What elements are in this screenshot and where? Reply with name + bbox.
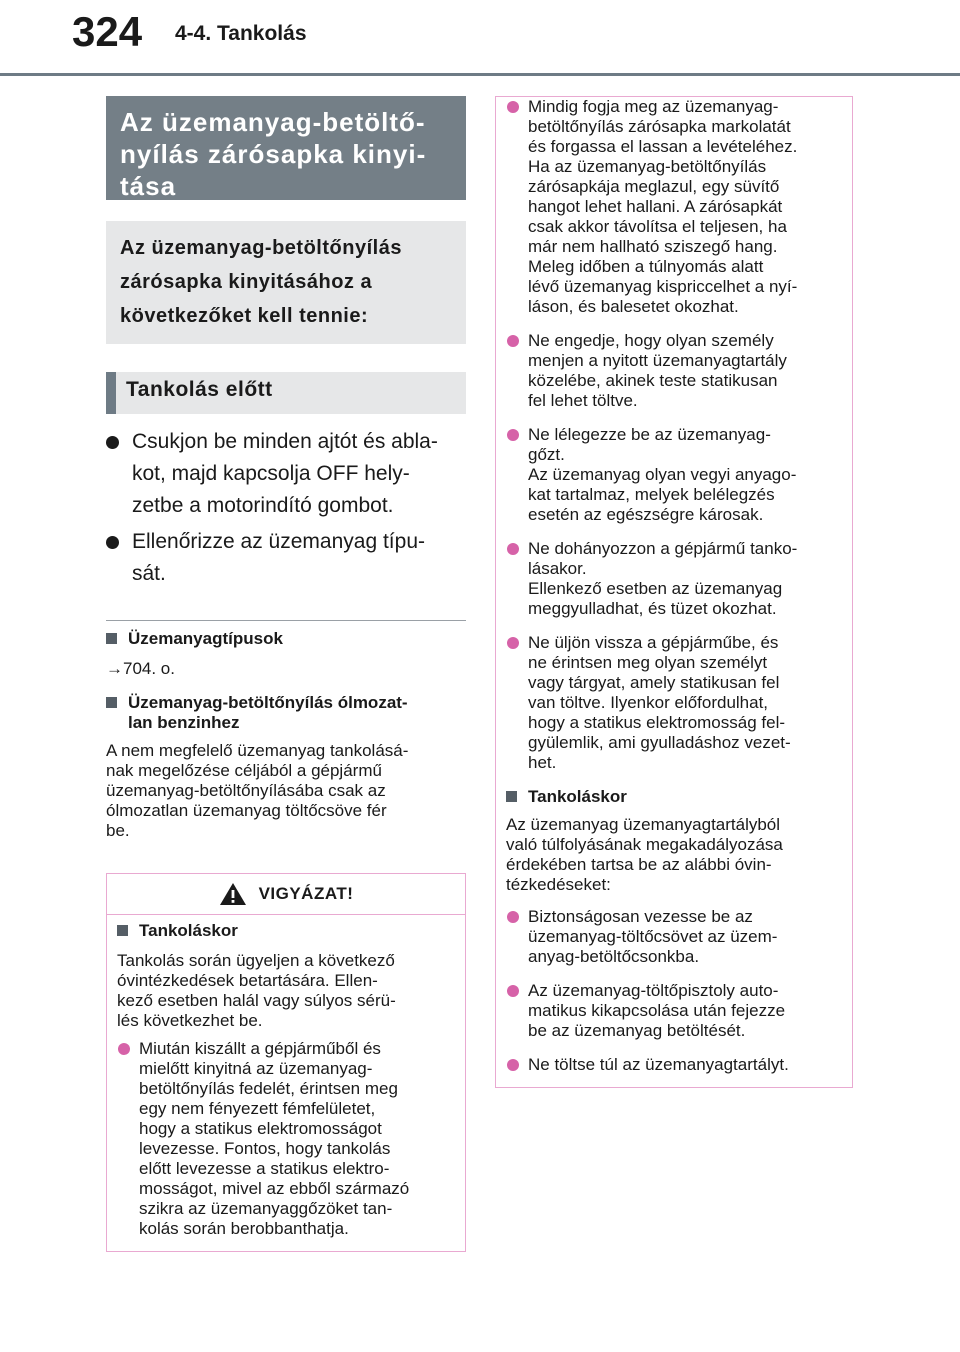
left-column: [106, 96, 466, 1252]
list-item: Miután kiszállt a gépjárműből és mielőtt kinyitná az üzemanyag- betöltőnyílás fedelét, érintsen meg egy nem fényezett fémfelületet, hogy a statikus elektromosságot levezesse. Fontos, hogy tankolás előtt levezesse a statikus elektro- mosságot, mivel az ebből származó szikra az üzemanyaggőzöket tan- kolás során berobbanthatja.: [117, 1039, 455, 1239]
divider: [106, 620, 466, 621]
list-item: Mindig fogja meg az üzemanyag- betöltőnyílás zárósapka markolatát és forgassa el lassan a levételéhez. Ha az üzemanyag-betöltőnyílás zárósapkája meglazul, egy süvítő hangot lehet hallani. A zárósapkát csak akkor távolítsa el teljesen, ha már nem hallható sziszegő hang. Meleg időben a túlnyomás alatt lévő üzemanyag kispriccelhet a nyí- láson, és balesetet okozhat.: [506, 97, 842, 317]
warning-header: [107, 874, 465, 915]
fuel-types-page-ref: →704. o.: [106, 659, 175, 678]
unleaded-heading: Üzemanyag-betöltőnyílás ólmozat- lan benzinhez: [106, 693, 466, 733]
refueling-text: Az üzemanyag üzemanyagtartályból való túlfolyásának megakadályozása érdekében tartsa be az alábbi óvin- tézkedéseket:: [506, 815, 783, 894]
warning-intro: Tankolás során ügyeljen a következő óvintézkedések betartására. Ellen- kező esetben halál vagy súlyos sérü- lés következhet be.: [117, 951, 396, 1030]
list-item: Ellenőrizze az üzemanyag típu- sát.: [106, 526, 466, 590]
list-item: Biztonságosan vezesse be az üzemanyag-töltőcsövet az üzem- anyag-betöltőcsonkba.: [506, 907, 842, 967]
page-number: 324: [72, 8, 143, 55]
unleaded-text: A nem megfelelő üzemanyag tankolásá- nak megelőzése céljából a gépjármű üzemanyag-betöltőnyílásába csak az ólmozatlan üzemanyag töltőcsöve fér be.: [106, 741, 409, 840]
list-item: Ne üljön vissza a gépjárműbe, és ne érintsen meg olyan személyt vagy tárgyat, amely statikusan fel van töltve. Ilyenkor előfordulhat, hogy a statikus elektromosság fel- gyülemlik, ami gyulladáshoz vezet- het.: [506, 633, 842, 773]
refueling-heading: Tankoláskor: [506, 787, 842, 807]
list-item: Az üzemanyag-töltőpisztoly auto- matikus kikapcsolása után fejezze be az üzemanyag betöltését.: [506, 981, 842, 1041]
warning-list: [117, 1039, 455, 1239]
right-column: [495, 96, 853, 1088]
subheading-before-refueling: Tankolás előtt: [106, 372, 466, 414]
list-item: Ne töltse túl az üzemanyagtartályt.: [506, 1055, 842, 1075]
fuel-types-heading: Üzemanyagtípusok: [106, 629, 466, 649]
warning-triangle-icon: [219, 882, 247, 906]
warning-continued-list: [506, 97, 842, 773]
warning-box: [106, 873, 466, 1252]
main-heading: Az üzemanyag-betöltő- nyílás zárósapka kinyi- tása: [106, 96, 466, 200]
list-item: Ne dohányozzon a gépjármű tanko- lásakor. Ellenkező esetben az üzemanyag meggyulladhat, és tüzet okozhat.: [506, 539, 842, 619]
refueling-list: [506, 907, 842, 1075]
header-divider: [0, 73, 960, 76]
list-item: Ne engedje, hogy olyan személy menjen a nyitott üzemanyagtartály közelébe, akinek teste statikusan fel lehet töltve.: [506, 331, 842, 411]
warning-body: [107, 915, 465, 1251]
warning-subheading: Tankoláskor: [117, 921, 455, 941]
warning-title: VIGYÁZAT!: [258, 884, 354, 903]
warning-continued-box: [495, 96, 853, 1088]
list-item: Csukjon be minden ajtót és abla- kot, majd kapcsolja OFF hely- zetbe a motorindító gombot.: [106, 426, 466, 522]
list-item: Ne lélegezze be az üzemanyag- gőzt. Az üzemanyag olyan vegyi anyago- kat tartalmaz, melyek belélegzés esetén az egészségre károsak.: [506, 425, 842, 525]
section-title: 4-4. Tankolás: [175, 22, 307, 45]
intro-box: Az üzemanyag-betöltőnyílás zárósapka kinyitásához a következőket kell tennie:: [106, 221, 466, 344]
steps-list: [106, 426, 466, 590]
